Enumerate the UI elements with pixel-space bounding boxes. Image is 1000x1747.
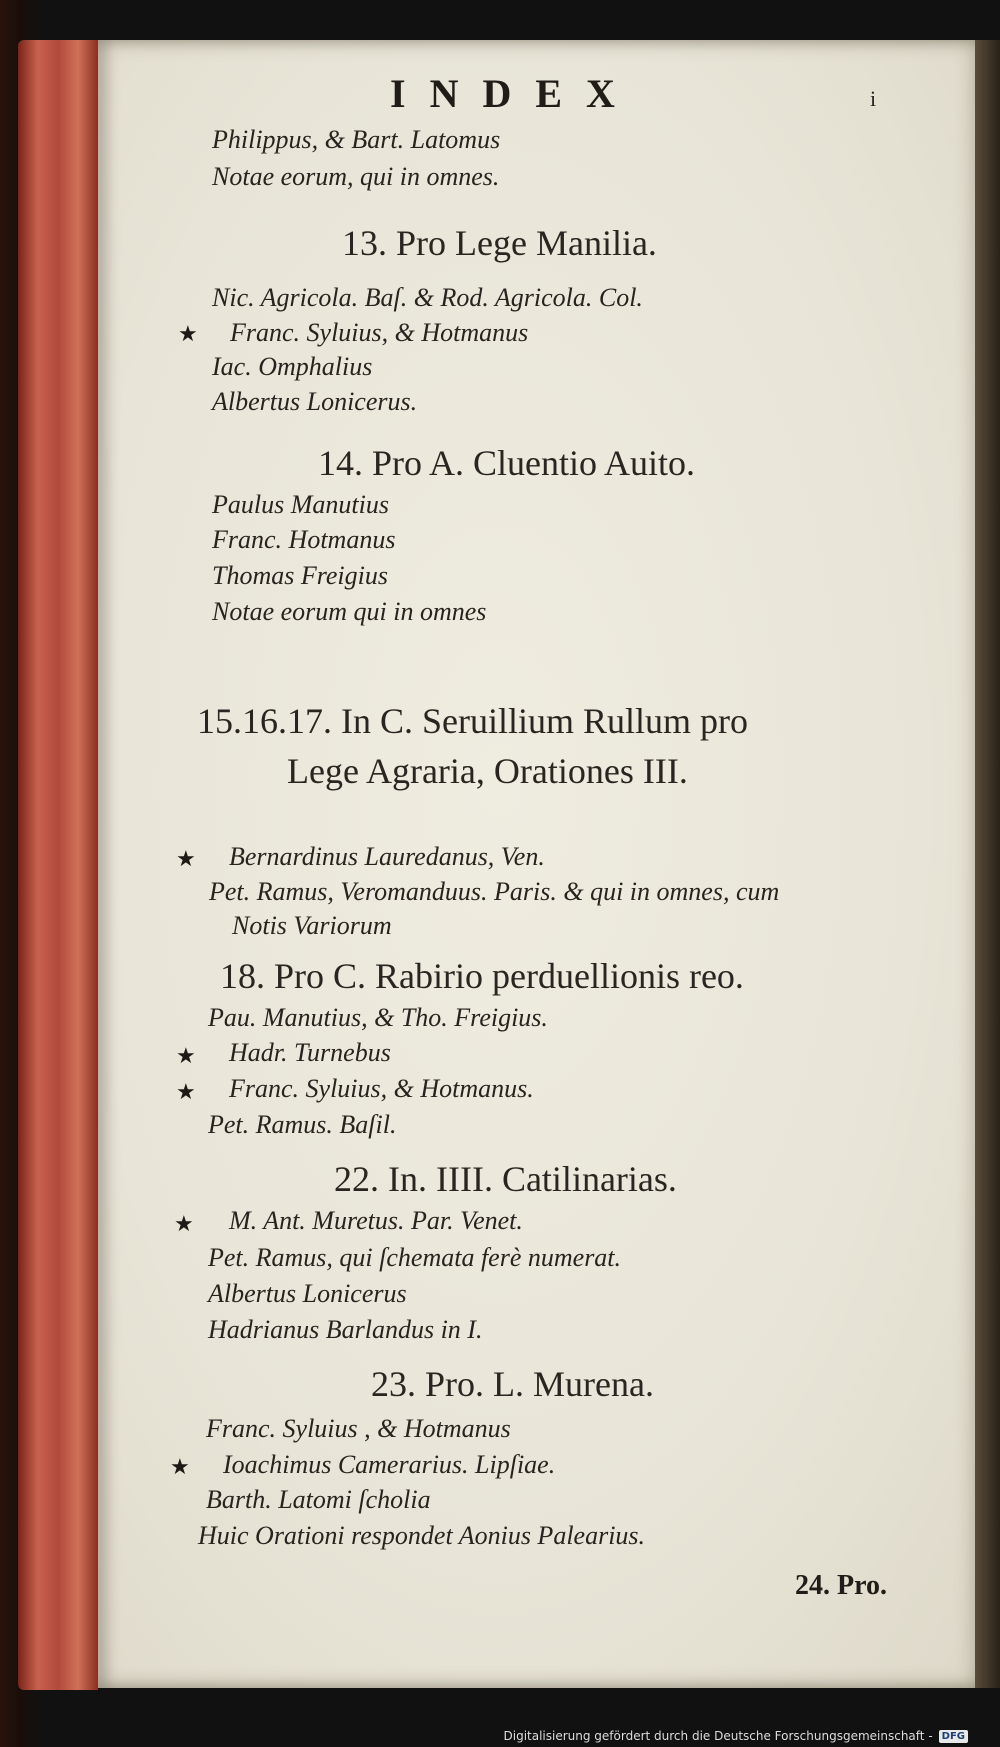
star-marker: ★ bbox=[176, 1044, 196, 1069]
section-13-entry-2: Franc. Syluius, & Hotmanus bbox=[230, 318, 529, 347]
top-line-1: Philippus, & Bart. Latomus bbox=[212, 125, 501, 154]
top-line-2: Notae eorum, qui in omnes. bbox=[212, 162, 500, 191]
credit-text: Digitalisierung gefördert durch die Deutsche Forschungsgemeinschaft - bbox=[503, 1729, 933, 1743]
section-13-entry-1: Nic. Agricola. Baſ. & Rod. Agricola. Col. bbox=[212, 283, 643, 312]
section-18-heading: 18. Pro C. Rabirio perduellionis reo. bbox=[220, 956, 744, 996]
star-marker: ★ bbox=[174, 1212, 194, 1237]
section-14-entry-2: Franc. Hotmanus bbox=[212, 525, 396, 554]
star-marker: ★ bbox=[178, 322, 198, 347]
section-18-entry-3: Franc. Syluius, & Hotmanus. bbox=[229, 1074, 534, 1103]
section-22-entry-3: Albertus Lonicerus bbox=[208, 1279, 407, 1308]
section-18-entry-2: Hadr. Turnebus bbox=[229, 1038, 391, 1067]
dfg-logo: DFG bbox=[939, 1730, 968, 1743]
section-15-entry-1: Bernardinus Lauredanus, Ven. bbox=[229, 842, 545, 871]
section-13-heading: 13. Pro Lege Manilia. bbox=[342, 223, 657, 263]
digitization-credit bbox=[504, 1729, 969, 1743]
star-marker: ★ bbox=[176, 1080, 196, 1105]
section-14-entry-4: Notae eorum qui in omnes bbox=[212, 597, 487, 626]
folio-mark: i bbox=[870, 86, 877, 111]
book-edge-red bbox=[18, 40, 98, 1690]
section-23-entry-3: Barth. Latomi ſcholia bbox=[206, 1485, 431, 1514]
section-23-entry-4: Huic Orationi respondet Aonius Palearius. bbox=[198, 1521, 646, 1550]
section-22-entry-1: M. Ant. Muretus. Par. Venet. bbox=[229, 1206, 523, 1235]
star-marker: ★ bbox=[170, 1455, 190, 1480]
section-14-entry-3: Thomas Freigius bbox=[212, 561, 388, 590]
section-23-entry-2: Ioachimus Camerarius. Lipſiae. bbox=[223, 1450, 556, 1479]
section-22-entry-4: Hadrianus Barlandus in I. bbox=[208, 1315, 483, 1344]
section-23-heading: 23. Pro. L. Murena. bbox=[371, 1364, 654, 1404]
section-13-entry-4: Albertus Lonicerus. bbox=[212, 387, 418, 416]
section-15-entry-2: Pet. Ramus, Veromanduus. Paris. & qui in omnes, cum bbox=[209, 877, 780, 906]
section-18-entry-1: Pau. Manutius, & Tho. Freigius. bbox=[208, 1003, 548, 1032]
star-marker: ★ bbox=[176, 847, 196, 872]
section-18-entry-4: Pet. Ramus. Baſil. bbox=[208, 1110, 397, 1139]
section-14-entry-1: Paulus Manutius bbox=[212, 490, 389, 519]
page-header: INDEX bbox=[390, 71, 639, 116]
section-13-entry-3: Iac. Omphalius bbox=[212, 352, 373, 381]
book-right-edge bbox=[975, 40, 1000, 1688]
section-15-entry-3: Notis Variorum bbox=[232, 911, 392, 940]
section-15-heading-line-2: Lege Agraria, Orationes III. bbox=[287, 751, 688, 791]
section-22-entry-2: Pet. Ramus, qui ſchemata ferè numerat. bbox=[208, 1243, 622, 1272]
section-14-heading: 14. Pro A. Cluentio Auito. bbox=[318, 443, 696, 483]
section-23-entry-1: Franc. Syluius , & Hotmanus bbox=[206, 1414, 511, 1443]
section-22-heading: 22. In. IIII. Catilinarias. bbox=[334, 1159, 677, 1199]
catchword: 24. Pro. bbox=[795, 1570, 888, 1601]
section-15-heading-line-1: 15.16.17. In C. Seruillium Rullum pro bbox=[197, 701, 749, 741]
